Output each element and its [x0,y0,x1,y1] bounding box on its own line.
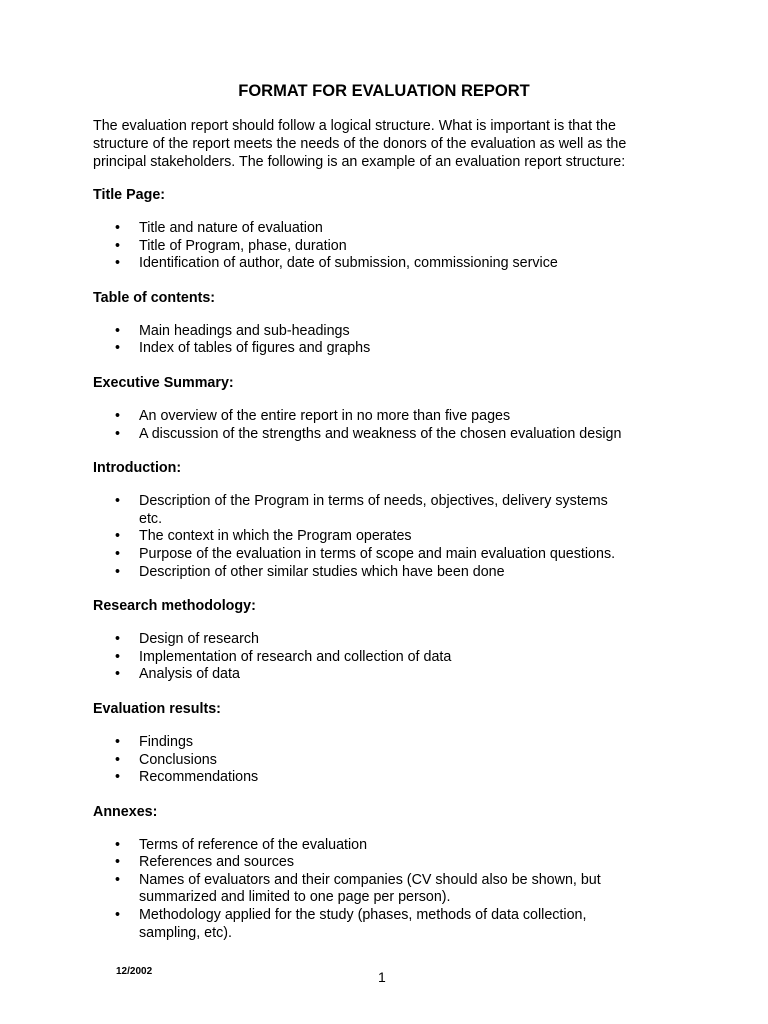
document-title: FORMAT FOR EVALUATION REPORT [238,82,530,100]
section-table-of-contents [93,289,683,358]
bullet-list [93,837,683,943]
list-item: • A discussion of the strengths and weakness of the chosen evaluation design [93,426,683,444]
section-heading: Title Page: [93,187,166,203]
section-executive-summary [93,374,683,443]
bullet-list [93,408,683,443]
list-item: • Names of evaluators and their companies (CV should also be shown, but summarized and limited to one page per person). [93,872,683,907]
section-annexes [93,803,683,943]
section-heading: Introduction: [93,460,182,477]
intro-paragraph: The evaluation report should follow a logical structure. What is important is that the structure of the report meets the needs of the donors of the evaluation as well as the principal stakeholders. The following is an example of an evaluation report structure: [93,118,627,170]
bullet-list [93,323,683,358]
list-item: • Recommendations [93,769,683,787]
list-item: • Terms of reference of the evaluation [93,837,683,855]
list-item: • Description of other similar studies which have been done [93,564,683,582]
section-heading: Executive Summary: [93,374,234,391]
bullet-list [93,734,683,787]
section-evaluation-results [93,700,683,787]
section-heading: Research methodology: [93,598,256,615]
list-item: • Purpose of the evaluation in terms of scope and main evaluation questions. [93,546,683,564]
section-heading: Table of contents: [93,289,216,306]
bullet-list [93,220,683,273]
list-item: • Methodology applied for the study (phases, methods of data collection, sampling, etc). [93,907,683,942]
list-item: • Title and nature of evaluation [93,220,683,238]
section-introduction [93,459,683,581]
list-item: • An overview of the entire report in no more than five pages [93,408,683,426]
list-item: • Title of Program, phase, duration [93,238,683,256]
list-item: • Design of research [93,631,683,649]
list-item: • Analysis of data [93,666,683,684]
sections-container [93,186,683,958]
list-item: • Implementation of research and collection of data [93,649,683,667]
page-number: 1 [378,969,386,985]
section-title-page [93,186,683,273]
list-item: • Findings [93,734,683,752]
bullet-list [93,631,683,684]
section-research-methodology [93,597,683,684]
list-item: • Identification of author, date of submission, commissioning service [93,255,683,273]
list-item: • Description of the Program in terms of needs, objectives, delivery systems etc. [93,493,683,528]
list-item: • Main headings and sub-headings [93,323,683,341]
section-heading: Evaluation results: [93,700,221,717]
list-item: • Index of tables of figures and graphs [93,340,683,358]
list-item: • Conclusions [93,752,683,770]
section-heading: Annexes: [93,803,158,820]
bullet-list [93,493,683,581]
list-item: • References and sources [93,854,683,872]
list-item: • The context in which the Program operates [93,528,683,546]
footer-date: 12/2002 [116,966,153,977]
